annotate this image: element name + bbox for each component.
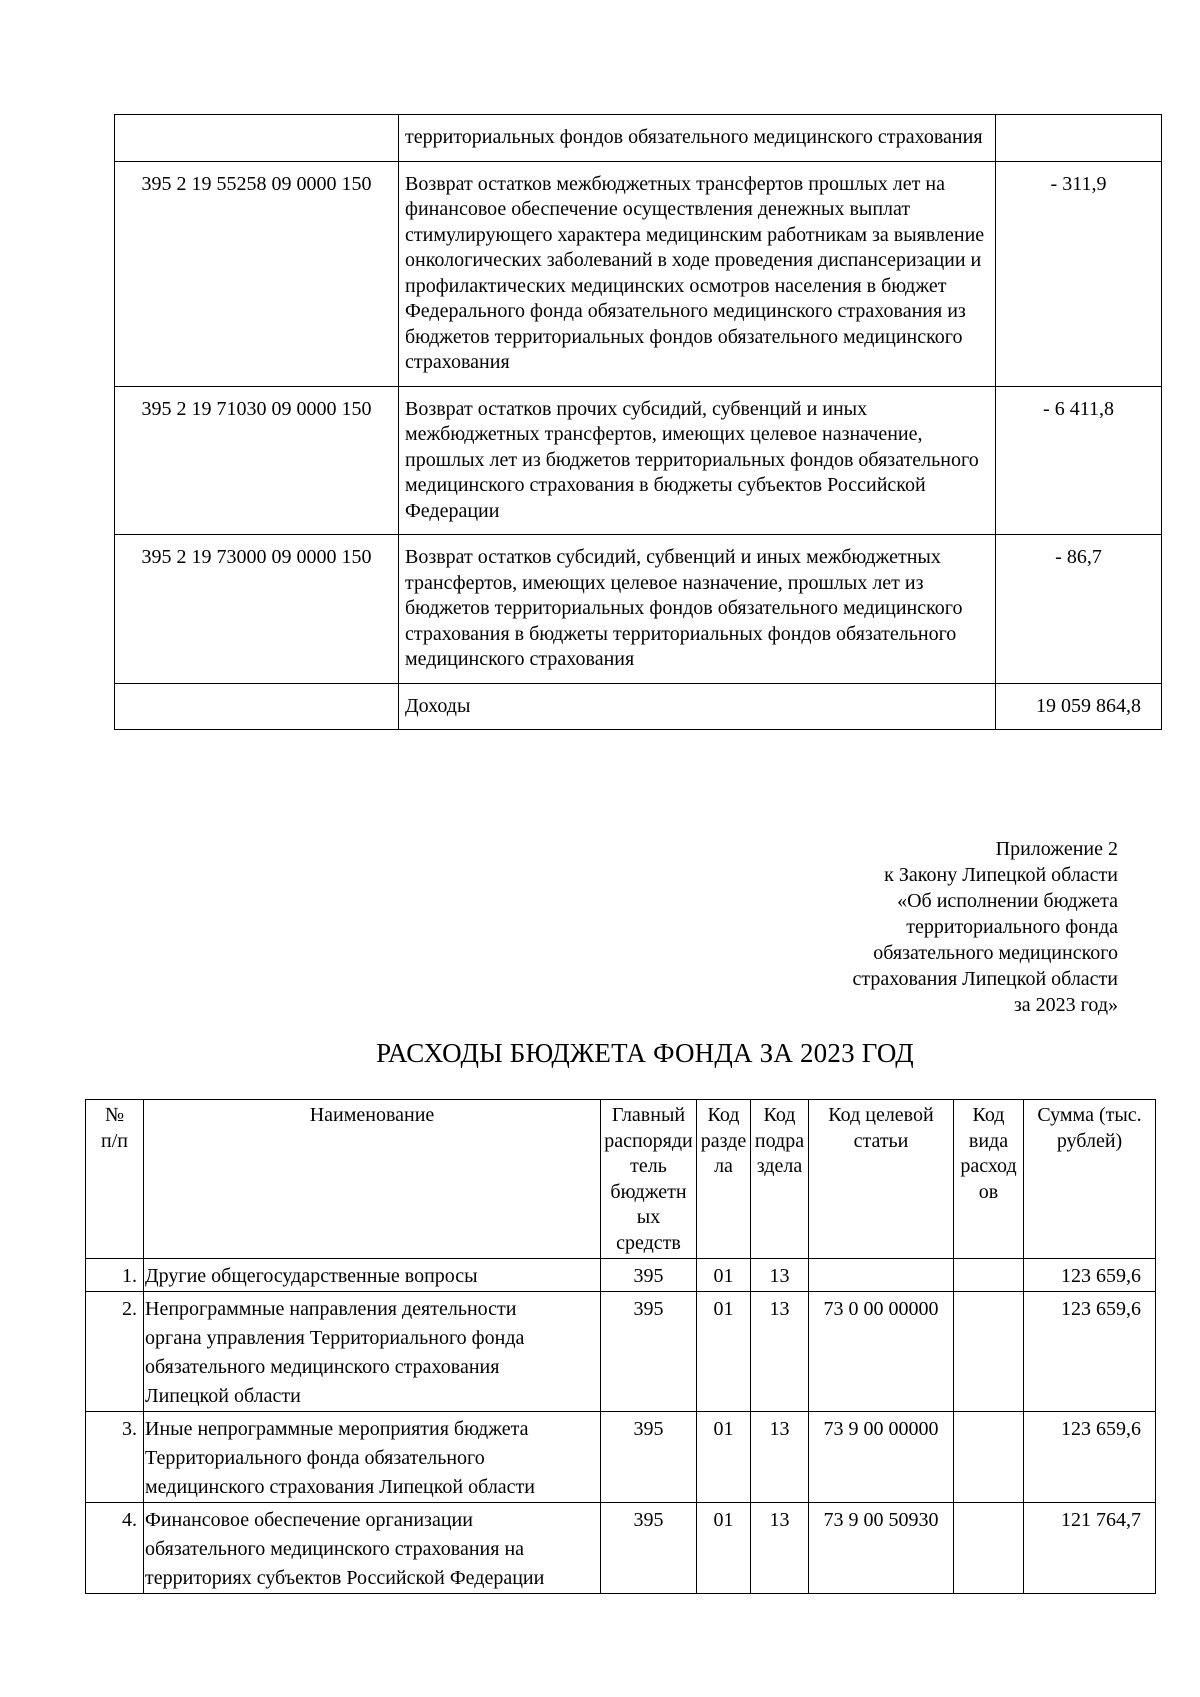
appendix-line: страхования Липецкой области: [852, 968, 1118, 990]
income-amount: - 86,7: [996, 535, 1162, 684]
table-row: [86, 1292, 1156, 1412]
row-subsection: 13: [751, 1503, 809, 1594]
table-row: [86, 1503, 1156, 1594]
header-target: Код целевой статьи: [809, 1100, 954, 1259]
income-amount: - 311,9: [996, 161, 1162, 386]
row-sum: 123 659,6: [1024, 1412, 1156, 1503]
row-section: 01: [697, 1503, 751, 1594]
row-sum: 123 659,6: [1024, 1259, 1156, 1292]
appendix-line: к Закону Липецкой области: [884, 864, 1118, 886]
appendix-line: Приложение 2: [995, 838, 1118, 860]
appendix-line: территориального фонда: [906, 916, 1118, 938]
row-num: 1.: [86, 1259, 144, 1292]
row-target: 73 9 00 50930: [809, 1503, 954, 1594]
appendix-line: «Об исполнении бюджета: [897, 890, 1118, 912]
income-amount: - 6 411,8: [996, 386, 1162, 535]
row-name: Непрограммные направления деятельности органа управления Территориального фонда обязательного медицинского страхования Липецкой области: [144, 1292, 601, 1412]
income-total-label: Доходы: [399, 683, 996, 730]
income-code: [115, 683, 399, 730]
row-sum: 121 764,7: [1024, 1503, 1156, 1594]
header-num: № п/п: [86, 1100, 144, 1259]
row-subsection: 13: [751, 1412, 809, 1503]
income-table: [114, 114, 1162, 730]
income-total-amount: 19 059 864,8: [996, 683, 1162, 730]
row-manager: 395: [601, 1259, 697, 1292]
table-row: [115, 161, 1162, 386]
income-code: 395 2 19 73000 09 0000 150: [115, 535, 399, 684]
page-title: РАСХОДЫ БЮДЖЕТА ФОНДА ЗА 2023 ГОД: [376, 1038, 914, 1068]
income-amount: [996, 115, 1162, 162]
income-code: 395 2 19 55258 09 0000 150: [115, 161, 399, 386]
appendix-line: за 2023 год»: [1013, 994, 1118, 1016]
income-description: Возврат остатков межбюджетных трансфертов прошлых лет на финансовое обеспечение осуществления денежных выплат стимулирующего характера медицинским работникам за выявление онкологических заболеваний в ходе проведения диспансеризации и профилактических медицинских осмотров населения в бюджет Федерального фонда обязательного медицинского страхования из бюджетов территориальных фондов обязательного медицинского страхования: [399, 161, 996, 386]
table-row: [115, 535, 1162, 684]
row-expense-type: [954, 1292, 1024, 1412]
income-code: [115, 115, 399, 162]
table-row: [86, 1412, 1156, 1503]
row-name: Другие общегосударственные вопросы: [144, 1259, 601, 1292]
income-description: Возврат остатков прочих субсидий, субвенций и иных межбюджетных трансфертов, имеющих целевое назначение, прошлых лет из бюджетов территориальных фондов обязательного медицинского страхования в бюджеты субъектов Российской Федерации: [399, 386, 996, 535]
table-row: [115, 386, 1162, 535]
table-header-row: [86, 1100, 1156, 1259]
row-name: Финансовое обеспечение организации обязательного медицинского страхования на территориях субъектов Российской Федерации: [144, 1503, 601, 1594]
row-target: 73 0 00 00000: [809, 1292, 954, 1412]
income-description: территориальных фондов обязательного медицинского страхования: [399, 115, 996, 162]
header-expense-type: Код вида расход ов: [954, 1100, 1024, 1259]
row-name: Иные непрограммные мероприятия бюджета Территориального фонда обязательного медицинского страхования Липецкой области: [144, 1412, 601, 1503]
appendix-block: [853, 836, 1118, 1018]
row-subsection: 13: [751, 1292, 809, 1412]
row-section: 01: [697, 1259, 751, 1292]
row-expense-type: [954, 1412, 1024, 1503]
header-manager: Главный распоряди тель бюджетн ых средств: [601, 1100, 697, 1259]
row-sum: 123 659,6: [1024, 1292, 1156, 1412]
row-target: 73 9 00 00000: [809, 1412, 954, 1503]
header-name: Наименование: [144, 1100, 601, 1259]
row-manager: 395: [601, 1292, 697, 1412]
header-section: Код разде ла: [697, 1100, 751, 1259]
appendix-line: обязательного медицинского: [873, 942, 1118, 964]
row-target: [809, 1259, 954, 1292]
income-total-row: [115, 683, 1162, 730]
table-row: [115, 115, 1162, 162]
row-manager: 395: [601, 1503, 697, 1594]
row-expense-type: [954, 1503, 1024, 1594]
row-subsection: 13: [751, 1259, 809, 1292]
header-sum: Сумма (тыс. рублей): [1024, 1100, 1156, 1259]
header-subsection: Код подра здела: [751, 1100, 809, 1259]
row-section: 01: [697, 1412, 751, 1503]
row-manager: 395: [601, 1412, 697, 1503]
row-num: 4.: [86, 1503, 144, 1594]
income-description: Возврат остатков субсидий, субвенций и иных межбюджетных трансфертов, имеющих целевое назначение, прошлых лет из бюджетов территориальных фондов обязательного медицинского страхования в бюджеты территориальных фондов обязательного медицинского страхования: [399, 535, 996, 684]
table-row: [86, 1259, 1156, 1292]
row-num: 2.: [86, 1292, 144, 1412]
row-section: 01: [697, 1292, 751, 1412]
expense-table: [85, 1099, 1156, 1594]
income-code: 395 2 19 71030 09 0000 150: [115, 386, 399, 535]
row-num: 3.: [86, 1412, 144, 1503]
row-expense-type: [954, 1259, 1024, 1292]
